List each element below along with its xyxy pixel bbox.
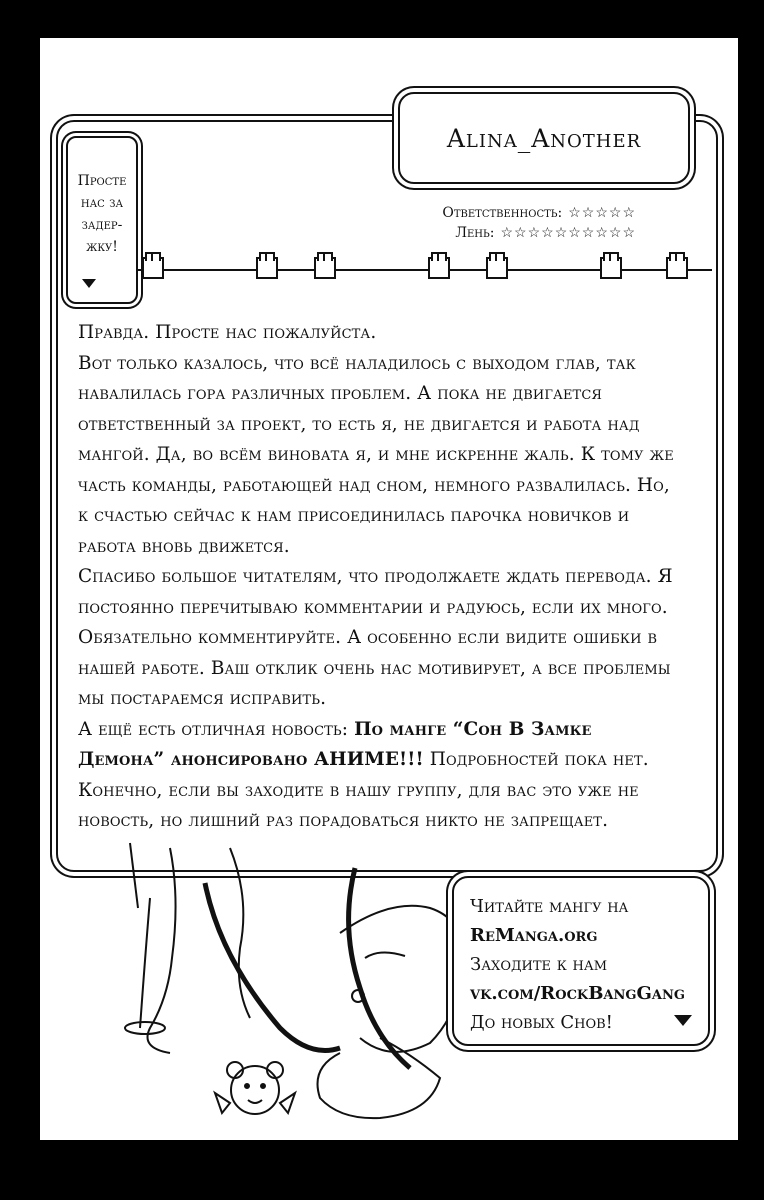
promo-line: Читайте мангу на — [470, 896, 629, 917]
author-name: Alina_Another — [446, 123, 642, 153]
stat-responsibility — [442, 203, 636, 223]
apology-line: жку! — [86, 239, 118, 255]
message-body — [78, 318, 678, 837]
message-paragraph — [78, 715, 678, 837]
site-link[interactable]: ReManga.org — [470, 925, 598, 946]
stat-label: Ответственность: — [442, 205, 563, 221]
group-link[interactable]: vk.com/RockBangGang — [470, 983, 685, 1004]
rail-notch-icon — [428, 257, 450, 279]
promo-line: До новых Снов! — [470, 1012, 613, 1033]
news-intro: А ещё есть отличная новость: — [78, 718, 355, 740]
stat-laziness — [442, 223, 636, 243]
triangle-down-icon — [674, 1015, 692, 1026]
rail-notch-icon — [666, 257, 688, 279]
message-paragraph: Спасибо большое читателям, что продолжаете ждать перевода. Я постоянно перечитываю комментарии и радуюсь, если их много. Обязательно комментируйте. А особенно если видите ошибки в нашей работе. Ваш отклик очень нас мотивирует, а все проблемы мы постараемся исправить. — [78, 566, 673, 709]
rail-notch-icon — [486, 257, 508, 279]
teddy-bear-icon — [215, 1062, 295, 1114]
chibi-character-illustration — [110, 838, 470, 1138]
apology-line: задер- — [81, 217, 123, 233]
stat-label: Лень: — [455, 225, 495, 241]
star-rating: ☆☆☆☆☆ — [568, 205, 636, 221]
apology-line: нас за — [80, 195, 124, 211]
message-paragraph: Вот только казалось, что всё наладилось с выходом глав, так навалилась гора различных проблем. А пока не двигается ответственный за проект, то есть я, не двигается и работа над мангой. Да, во всём виновата я, и мне искренне жаль. К тому же часть команды, работающей над сном, немного развалилась. Но, к счастью сейчас к нам присоединилась парочка новичков и работа вновь движется. — [78, 352, 674, 557]
triangle-down-icon — [82, 279, 96, 288]
author-name-box — [398, 92, 690, 184]
promo-line: Заходите к нам — [470, 954, 608, 975]
news-outro: Подробностей пока нет. Конечно, если вы заходите в нашу группу, для вас это уже не новость, но лишний раз порадоваться никто не запрещает. — [78, 749, 649, 831]
rail-notch-icon — [314, 257, 336, 279]
apology-note — [66, 136, 138, 304]
rail-notch-icon — [600, 257, 622, 279]
apology-line: Просте — [77, 173, 127, 189]
rail-notch-icon — [256, 257, 278, 279]
promo-box — [452, 876, 710, 1046]
anime-announcement: По манге “Сон В Замке Демона” анонсировано АНИМЕ!!! — [78, 718, 592, 770]
rail-notch-icon — [142, 257, 164, 279]
author-stats — [442, 203, 636, 243]
divider-rail — [138, 269, 712, 271]
star-rating: ☆☆☆☆☆☆☆☆☆☆ — [500, 225, 636, 241]
message-paragraph: Правда. Просте нас пожалуйста. — [78, 322, 377, 343]
